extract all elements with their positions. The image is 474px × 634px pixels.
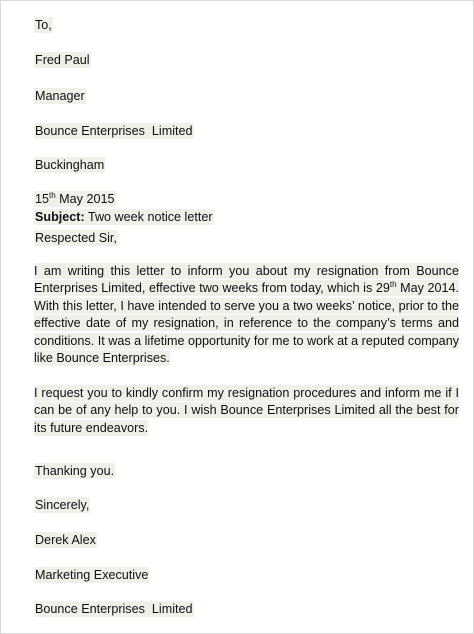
sender-title: Marketing Executive [35,568,149,582]
recipient-company: Bounce Enterprises Limited [35,124,193,138]
sender-name: Derek Alex [35,533,96,547]
salutation-to: To, [35,18,52,32]
subject-text: Two week notice letter [84,210,213,224]
greeting: Respected Sir, [35,231,117,245]
subject-label: Subject: [35,210,85,224]
closing-line: Sincerely, [35,498,90,512]
letter-date: 15th May 2015 [35,190,115,206]
thanks-line: Thanking you. [35,464,115,478]
recipient-name: Fred Paul [35,53,90,67]
recipient-title: Manager [35,89,85,103]
sender-company: Bounce Enterprises Limited [35,602,193,616]
body-paragraph-1: I am writing this letter to inform you about my resignation from Bounce Enterprises Limited, effective two weeks from today, which is 29th May 2014. With this letter, I have intended to serve you a two weeks’ notice, prior to the effective date of my resignation, in reference to the company’s terms and conditions. It was a lifetime opportunity for me to work at a reputed company like Bounce Enterprises. [34,264,460,366]
body-paragraph-2: I request you to kindly confirm my resignation procedures and inform me if I can be of any help to you. I wish Bounce Enterprises Limited all the best for its future endeavors. [34,386,459,435]
recipient-city: Buckingham [35,158,105,172]
subject-line [34,208,214,226]
